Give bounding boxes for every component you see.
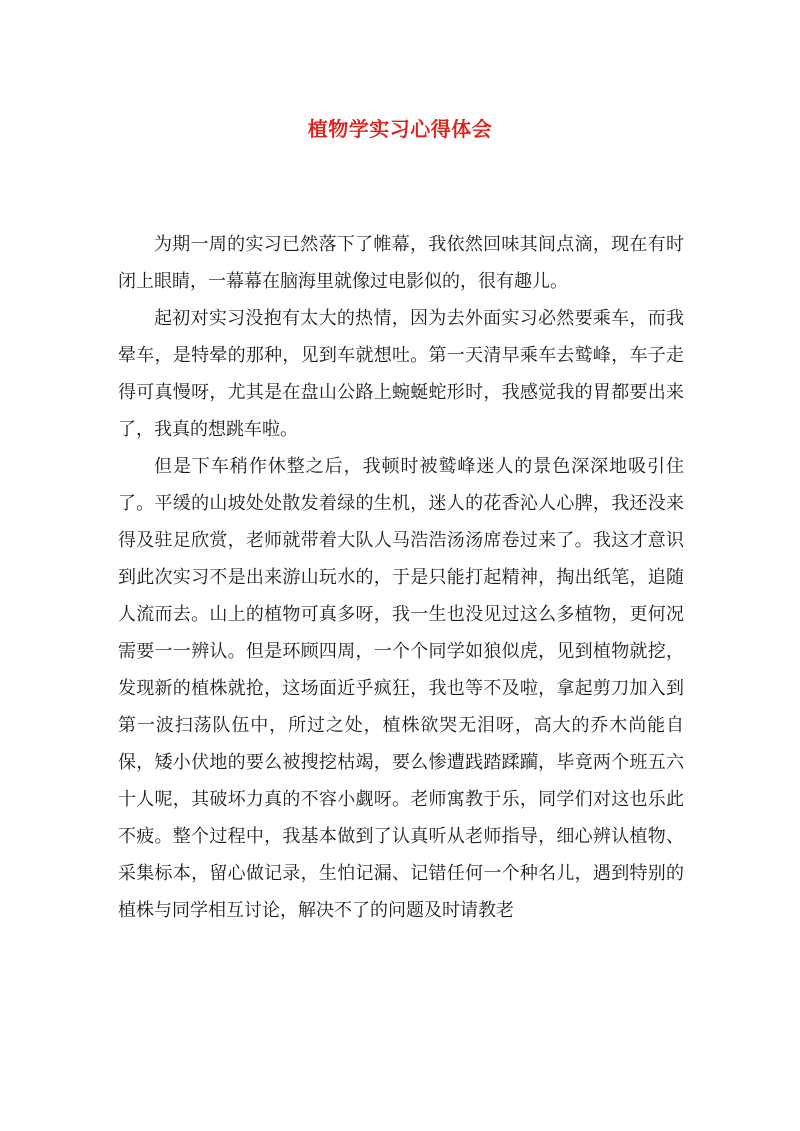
paragraph: 起初对实习没抱有太大的热情，因为去外面实习必然要乘车，而我晕车，是特晕的那种，见到车就想吐。第一天清早乘车去鹫峰，车子走得可真慢呀，尤其是在盘山公路上蜿蜒蛇形时，我感觉我的胃都要出来了，我真的想跳车啦。 <box>118 308 684 440</box>
paragraph: 但是下车稍作休整之后，我顿时被鹫峰迷人的景色深深地吸引住了。平缓的山坡处处散发着绿的生机，迷人的花香沁人心脾，我还没来得及驻足欣赏，老师就带着大队人马浩浩汤汤席卷过来了。我这才意识到此次实习不是出来游山玩水的，于是只能打起精神，掏出纸笔，追随人流而去。山上的植物可真多呀，我一生也没见过这么多植物，更何况需要一一辨认。但是环顾四周，一个个同学如狼似虎，见到植物就挖，发现新的植株就抢，这场面近乎疯狂，我也等不及啦，拿起剪刀加入到第一波扫荡队伍中，所过之处，植株欲哭无泪呀，高大的乔木尚能自保，矮小伏地的要么被搜挖枯竭，要么惨遭践踏蹂躏，毕竟两个班五六十人呢，其破坏力真的不容小觑呀。老师寓教于乐，同学们对这也乐此不疲。整个过程中，我基本做到了认真听从老师指导，细心辨认植物、采集标本，留心做记录，生怕记漏、记错任何一个种名儿，遇到特别的植株与同学相互讨论，解决不了的问题及时请教老 <box>118 456 684 921</box>
paragraph: 为期一周的实习已然落下了帷幕，我依然回味其间点滴，现在有时闭上眼睛，一幕幕在脑海里就像过电影似的，很有趣儿。 <box>118 234 684 292</box>
document-body <box>118 226 684 929</box>
document-title: 植物学实习心得体会 <box>307 117 493 142</box>
